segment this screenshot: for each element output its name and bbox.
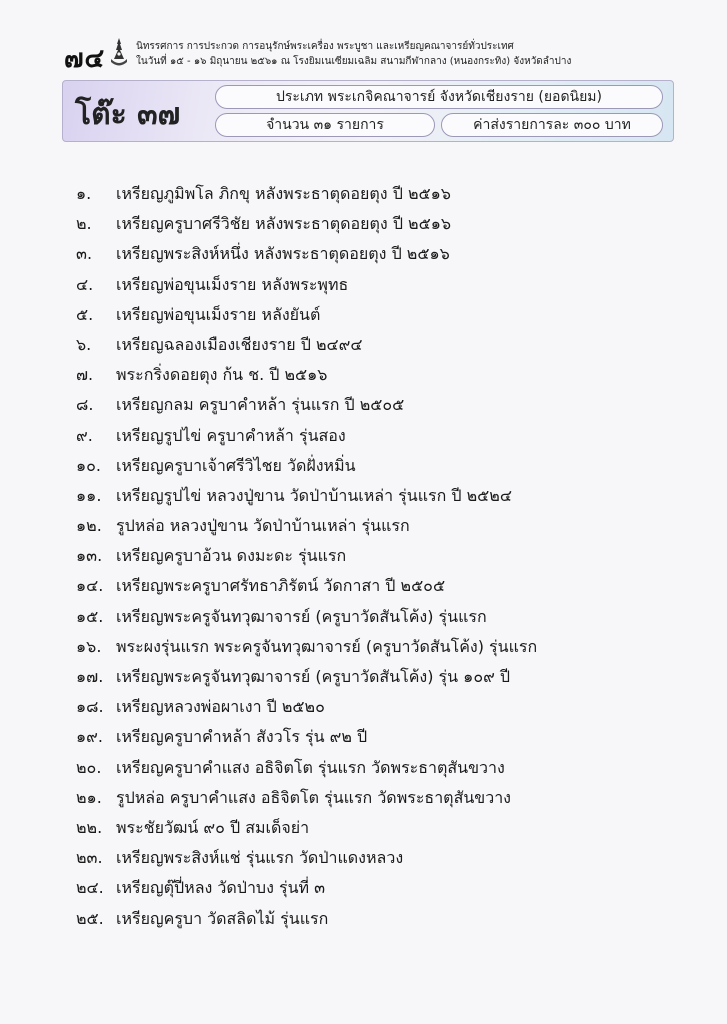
- event-date-venue: ในวันที่ ๑๕ - ๑๖ มิถุนายน ๒๕๖๑ ณ โรงยิมเนเซียมเฉลิม สนามกีฬากลาง (หนองกระทิง) จังหวัดลำปาง: [136, 56, 572, 67]
- fee-text: ค่าส่งรายการละ ๓๐๐ บาท: [473, 117, 631, 133]
- item-number: ๒.: [76, 214, 92, 234]
- table-banner: [62, 80, 674, 142]
- list-item: [76, 606, 696, 636]
- item-number: ๒๔.: [76, 878, 104, 898]
- list-item: [76, 364, 696, 394]
- item-text: เหรียญครูบาอ้วน ดงมะดะ รุ่นแรก: [116, 546, 347, 566]
- list-item: [76, 485, 696, 515]
- item-text: พระชัยวัฒน์ ๙๐ ปี สมเด็จย่า: [116, 817, 310, 837]
- list-item: [76, 696, 696, 726]
- item-text: เหรียญพระครูจันทวุฒาจารย์ (ครูบาวัดสันโค้ง) รุ่นแรก: [116, 606, 487, 626]
- list-item: [76, 545, 696, 575]
- list-item: [76, 817, 696, 847]
- item-number: ๓.: [76, 244, 93, 264]
- item-number: ๕.: [76, 304, 94, 324]
- item-text: เหรียญรูปไข่ ครูบาคำหล้า รุ่นสอง: [116, 425, 346, 445]
- item-number: ๑.: [76, 184, 92, 203]
- item-number: ๑๕.: [76, 606, 104, 626]
- item-text: พระกริ่งดอยตุง ก้น ช. ปี ๒๕๑๖: [116, 365, 328, 385]
- list-item: [76, 425, 696, 455]
- list-item: [76, 726, 696, 756]
- item-number: ๒๐.: [76, 757, 102, 777]
- item-number: ๑๔.: [76, 576, 104, 596]
- list-item: [76, 877, 696, 907]
- item-number: ๒๒.: [76, 817, 103, 837]
- item-text: เหรียญหลวงพ่อผาเงา ปี ๒๕๒๐: [116, 697, 325, 717]
- page-number: ๗๔: [64, 44, 106, 74]
- item-text: เหรียญพ่อขุนเม็งราย หลังพระพุทธ: [116, 274, 349, 294]
- item-number: ๒๑.: [76, 787, 102, 807]
- item-text: เหรียญภูมิพโล ภิกขุ หลังพระธาตุดอยตุง ปี ๒๕๑๖: [116, 184, 451, 203]
- category-box: [215, 85, 663, 109]
- list-item: [76, 304, 696, 334]
- item-number: ๑๐.: [76, 455, 102, 475]
- item-text: เหรียญตุ๊ปี่หลง วัดป่าบง รุ่นที่ ๓: [116, 878, 326, 898]
- list-item: [76, 334, 696, 364]
- list-item: [76, 213, 696, 243]
- item-number: ๖.: [76, 334, 92, 354]
- item-text: เหรียญครูบาศรีวิชัย หลังพระธาตุดอยตุง ปี ๒๕๑๖: [116, 214, 452, 234]
- list-item: [76, 183, 696, 213]
- page-header: [64, 34, 684, 74]
- item-text: เหรียญกลม ครูบาคำหล้า รุ่นแรก ปี ๒๕๐๕: [116, 395, 405, 415]
- item-number: ๔.: [76, 274, 94, 294]
- item-number: ๑๘.: [76, 697, 104, 717]
- item-text: เหรียญครูบาเจ้าศรีวิไชย วัดฝั่งหมิ่น: [116, 455, 356, 475]
- list-item: [76, 575, 696, 605]
- item-text: เหรียญพระครูบาศรัทธาภิรัตน์ วัดกาสา ปี ๒๕๐๕: [116, 576, 446, 596]
- list-item: [76, 243, 696, 273]
- item-number: ๑๓.: [76, 546, 103, 566]
- item-text: เหรียญพระสิงห์หนึ่ง หลังพระธาตุดอยตุง ปี ๒๕๑๖: [116, 244, 450, 264]
- item-text: เหรียญครูบาคำหล้า สังวโร รุ่น ๙๒ ปี: [116, 727, 368, 747]
- item-number: ๗.: [76, 365, 94, 385]
- item-text: เหรียญรูปไข่ หลวงปู่ขาน วัดป่าบ้านเหล่า รุ่นแรก ปี ๒๕๒๔: [116, 485, 512, 505]
- item-text: เหรียญครูบาคำแสง อธิจิตโต รุ่นแรก วัดพระธาตุสันขวาง: [116, 757, 505, 777]
- list-item: [76, 757, 696, 787]
- item-number: ๑๗.: [76, 667, 104, 686]
- count-box: [215, 113, 435, 137]
- item-number: ๒๓.: [76, 848, 103, 868]
- list-item: [76, 787, 696, 817]
- item-number: ๘.: [76, 395, 94, 415]
- item-text: พระผงรุ่นแรก พระครูจันทวุฒาจารย์ (ครูบาวัดสันโค้ง) รุ่นแรก: [116, 636, 538, 656]
- item-number: ๙.: [76, 425, 93, 445]
- list-item: [76, 636, 696, 666]
- item-text: เหรียญฉลองเมืองเชียงราย ปี ๒๔๙๔: [116, 334, 363, 354]
- list-item: [76, 847, 696, 877]
- item-number: ๑๒.: [76, 516, 102, 536]
- event-title: นิทรรศการ การประกวด การอนุรักษ์พระเครื่อง พระบูชา และเหรียญคณาจารย์ทั่วประเทศ: [136, 41, 514, 52]
- item-text: รูปหล่อ หลวงปู่ขาน วัดป่าบ้านเหล่า รุ่นแรก: [116, 516, 410, 536]
- temple-emblem-icon: [108, 37, 130, 67]
- list-item: [76, 394, 696, 424]
- table-label: โต๊ะ ๓๗: [75, 97, 181, 132]
- list-item: [76, 515, 696, 545]
- item-text: เหรียญครูบา วัดสลิดไม้ รุ่นแรก: [116, 908, 329, 928]
- item-number: ๑๙.: [76, 727, 103, 747]
- item-number: ๑๖.: [76, 636, 102, 656]
- list-item: [76, 908, 696, 938]
- category-text: ประเภท พระเกจิคณาจารย์ จังหวัดเชียงราย (ยอดนิยม): [275, 89, 602, 105]
- list-item: [76, 274, 696, 304]
- list-item: [76, 455, 696, 485]
- count-text: จำนวน ๓๑ รายการ: [266, 117, 384, 133]
- item-list: [76, 183, 696, 938]
- item-text: เหรียญพระสิงห์แช่ รุ่นแรก วัดป่าแดงหลวง: [116, 848, 404, 868]
- list-item: [76, 666, 696, 696]
- item-number: ๑๑.: [76, 485, 102, 505]
- item-number: ๒๕.: [76, 908, 104, 928]
- item-text: เหรียญพ่อขุนเม็งราย หลังยันต์: [116, 304, 321, 324]
- item-text: รูปหล่อ ครูบาคำแสง อธิจิตโต รุ่นแรก วัดพระธาตุสันขวาง: [116, 787, 511, 807]
- item-text: เหรียญพระครูจันทวุฒาจารย์ (ครูบาวัดสันโค้ง) รุ่น ๑๐๙ ปี: [116, 667, 511, 686]
- fee-box: [441, 113, 663, 137]
